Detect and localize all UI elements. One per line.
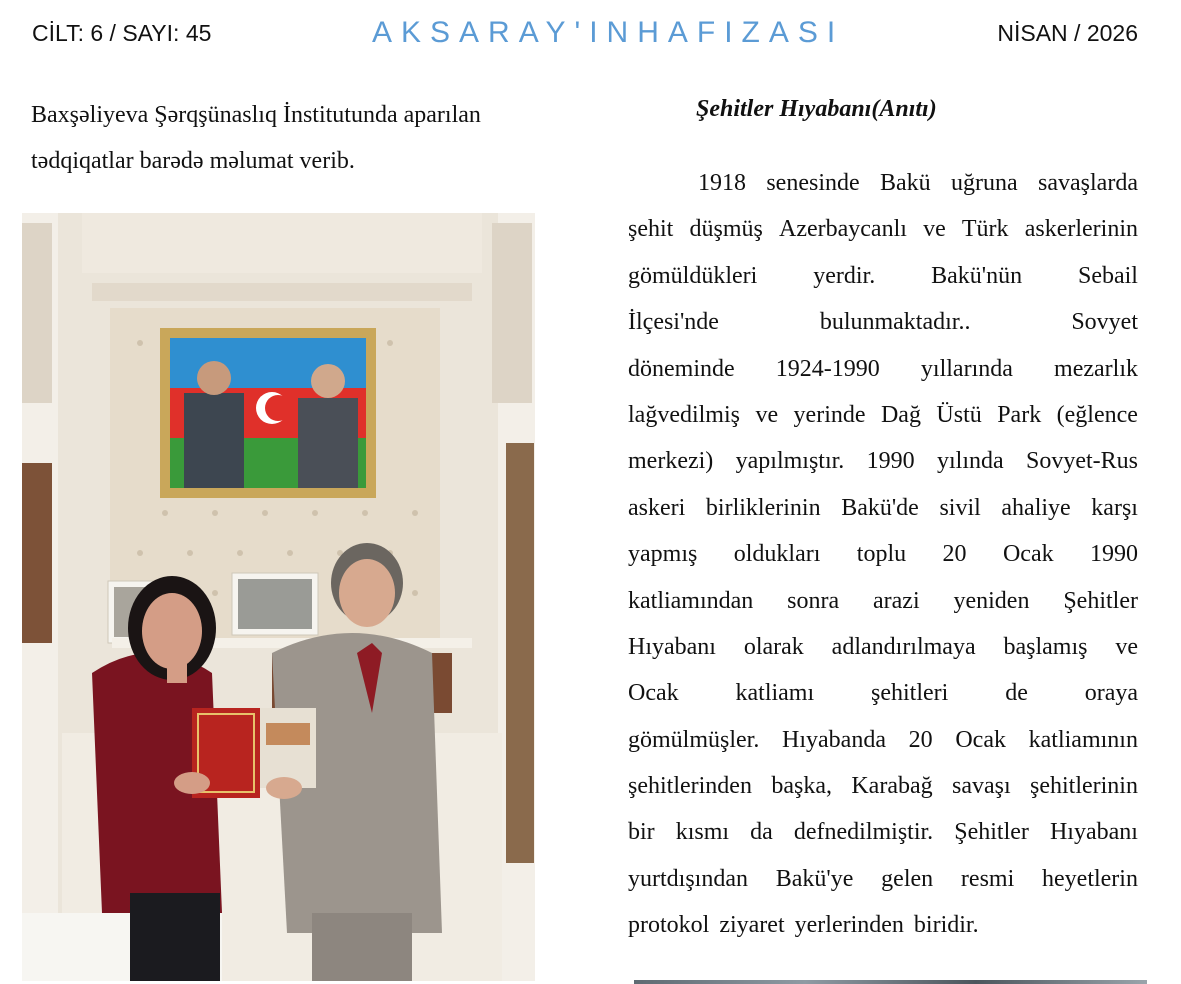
article-word: Türk: [961, 216, 1009, 243]
article-word: sivil: [939, 494, 981, 521]
article-word: heyetlerin: [1042, 865, 1138, 892]
article-word: 1918: [698, 170, 746, 196]
article-word: yıllarında: [920, 355, 1013, 382]
article-word: yerdir.: [813, 262, 876, 289]
article-word: Bakü'nün: [931, 262, 1023, 289]
next-photo-edge: [634, 980, 1147, 984]
article-word: defnedilmiştir.: [793, 819, 934, 846]
article-word: savaşlarda: [1038, 170, 1138, 196]
article-word: de: [1005, 680, 1028, 707]
article-word: başlamış: [1003, 633, 1088, 660]
article-word: şehitlerinden: [628, 773, 752, 800]
article-word: Üstü: [936, 401, 982, 428]
article-word: bulunmaktadır..: [819, 309, 971, 336]
article-word: Bakü'ye: [775, 865, 854, 892]
article-word: yurtdışından: [628, 865, 748, 892]
article-word: başka,: [771, 773, 832, 800]
article-word: şehit: [628, 216, 674, 243]
article-title: Şehitler Hıyabanı(Anıtı): [696, 96, 937, 122]
article-line: [628, 809, 1138, 855]
left-column-text: [31, 92, 543, 184]
article-word: ahaliye: [1001, 494, 1071, 521]
article-word: askeri: [628, 494, 686, 521]
article-line: [628, 531, 1138, 577]
article-word: merkezi): [628, 448, 714, 475]
article-line: [628, 253, 1138, 299]
article-word: 1990: [866, 448, 915, 475]
article-word: Hıyabanı: [628, 633, 716, 660]
article-word: Ocak: [1002, 541, 1054, 568]
article-word: Hıyabanda: [782, 726, 886, 753]
article-word: oldukları: [733, 541, 821, 568]
left-text-line: tədqiqatlar barədə məlumat verib.: [31, 148, 355, 174]
article-word: resmi: [960, 865, 1015, 892]
article-word: Karabağ: [851, 773, 933, 800]
article-word: da: [750, 819, 773, 846]
article-word: protokol: [628, 912, 710, 939]
article-word: 20: [942, 541, 967, 568]
article-line: [628, 763, 1138, 809]
article-word: 20: [908, 726, 933, 753]
article-word: Ocak: [955, 726, 1006, 753]
article-word: Sovyet: [1071, 309, 1138, 336]
article-word: oraya: [1084, 680, 1138, 707]
article-word: adlandırılmaya: [831, 633, 976, 660]
article-word: arazi: [873, 587, 920, 614]
article-word: gömülmüşler.: [628, 726, 760, 753]
article-word: savaşı: [951, 773, 1011, 800]
article-line: [628, 392, 1138, 438]
article-line: [628, 717, 1138, 763]
article-line: [628, 578, 1138, 624]
article-word: lağvedilmiş: [628, 401, 740, 428]
article-word: 1990: [1090, 541, 1138, 568]
article-word: yılında: [936, 448, 1004, 475]
article-word: gömüldükleri: [628, 262, 758, 289]
article-word: toplu: [856, 541, 907, 568]
article-word: Dağ: [880, 401, 921, 428]
article-word: ve: [755, 401, 779, 428]
article-word: Bakü: [880, 170, 931, 196]
article-word: katliamının: [1028, 726, 1138, 753]
article-word: düşmüş: [689, 216, 763, 243]
article-word: sonra: [787, 587, 840, 614]
article-word: şehitleri: [871, 680, 949, 707]
article-word: Bakü'de: [841, 494, 919, 521]
article-word: yerlerinden: [794, 912, 904, 939]
article-line: [628, 485, 1138, 531]
article-word: Azerbaycanlı: [779, 216, 907, 243]
article-word: olarak: [743, 633, 804, 660]
article-word: yapmış: [628, 541, 698, 568]
left-text-line: Baxşəliyeva Şərqşünaslıq İnstitutunda aparılan: [31, 102, 481, 128]
article-word: şehitlerinin: [1030, 773, 1138, 800]
article-word: İlçesi'nde: [628, 309, 719, 336]
article-word: karşı: [1091, 494, 1138, 521]
article-word: 1924-1990: [775, 355, 880, 382]
article-word: Şehitler: [1063, 587, 1138, 614]
article-body: [628, 160, 1138, 949]
article-word: Park: [997, 401, 1042, 428]
article-word: Sovyet-Rus: [1025, 448, 1138, 475]
journal-title: AKSARAY'INHAFIZASI: [372, 16, 845, 49]
article-word: Şehitler: [954, 819, 1029, 846]
article-word: yeniden: [953, 587, 1030, 614]
article-word: yerinde: [793, 401, 866, 428]
article-line: [628, 160, 1138, 206]
article-word: Ocak: [628, 680, 679, 707]
article-word: ve: [1115, 633, 1138, 660]
article-line: [628, 438, 1138, 484]
article-line: [628, 206, 1138, 252]
article-word: mezarlık: [1054, 355, 1138, 382]
article-word: (eğlence: [1056, 401, 1138, 428]
article-line: [628, 346, 1138, 392]
article-word: biridir.: [913, 912, 979, 939]
article-word: Sebail: [1077, 262, 1138, 289]
article-word: katliamı: [735, 680, 815, 707]
issue-date: NİSAN / 2026: [997, 20, 1138, 46]
article-word: kısmı: [675, 819, 730, 846]
article-word: katliamından: [628, 587, 754, 614]
article-line: [628, 856, 1138, 902]
article-word: senesinde: [766, 170, 860, 196]
article-word: gelen: [881, 865, 934, 892]
article-line: [628, 299, 1138, 345]
article-word: döneminde: [628, 355, 735, 382]
article-line: [628, 670, 1138, 716]
article-word: bir: [628, 819, 655, 846]
ceremony-photo-illustration: [22, 213, 535, 981]
volume-issue: CİLT: 6 / SAYI: 45: [32, 20, 212, 46]
ceremony-photo: [22, 213, 535, 981]
article-word: birliklerinin: [705, 494, 821, 521]
article-word: ve: [923, 216, 946, 243]
article-word: ziyaret: [719, 912, 785, 939]
article-word: yapılmıştır.: [735, 448, 845, 475]
article-line: [628, 624, 1138, 670]
article-word: uğruna: [951, 170, 1018, 196]
article-line: [628, 902, 1138, 948]
article-word: Hıyabanı: [1049, 819, 1138, 846]
article-word: askerlerinin: [1024, 216, 1138, 243]
